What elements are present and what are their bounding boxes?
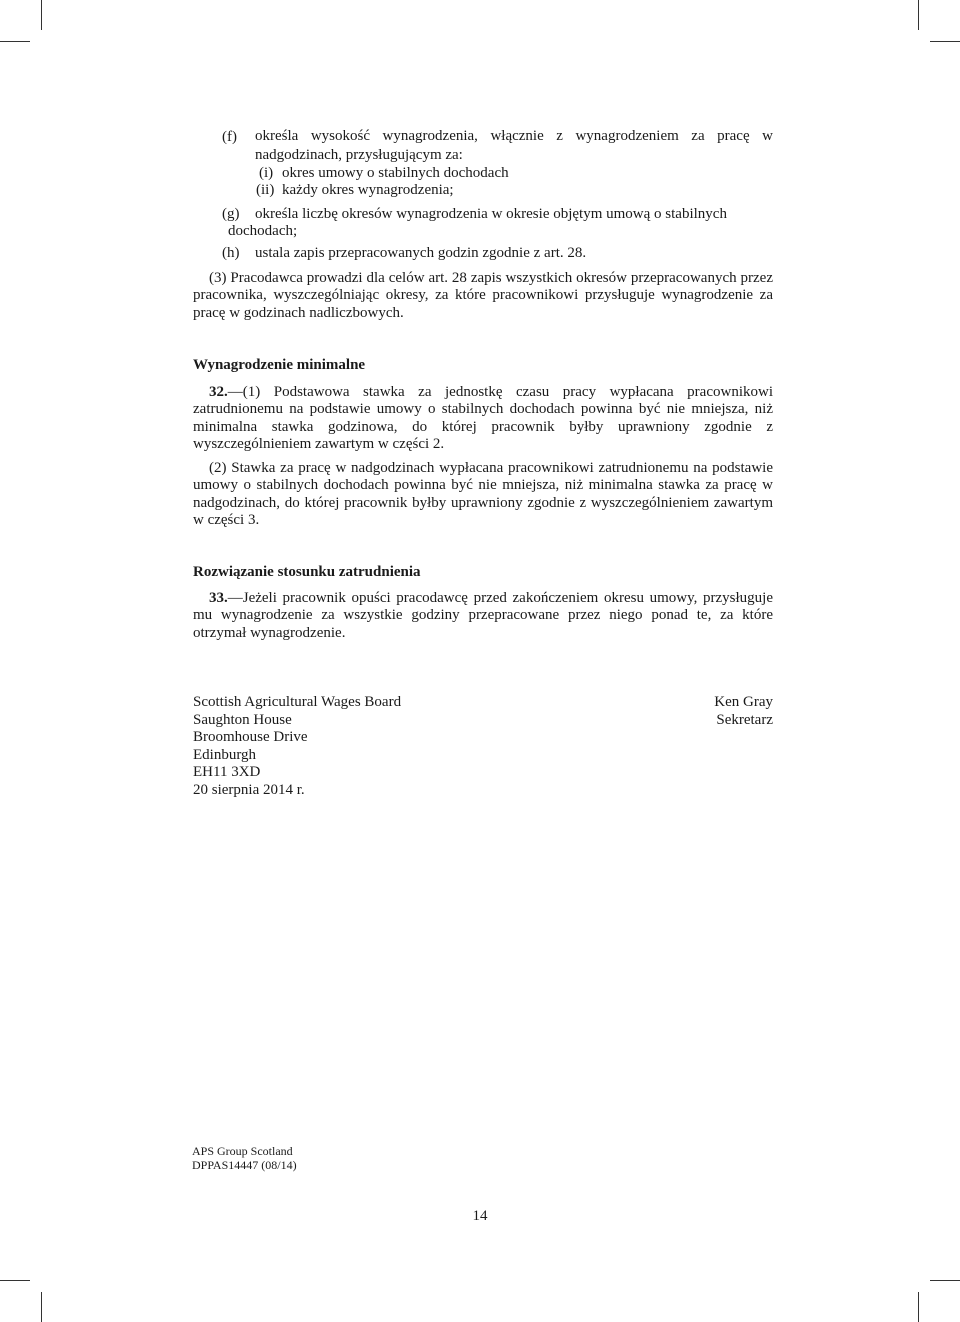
- crop-mark: [930, 41, 960, 42]
- item-f-ii-label: (ii): [256, 182, 275, 198]
- crop-mark: [41, 1292, 42, 1322]
- crop-mark: [930, 1280, 960, 1281]
- publisher-footer: [192, 1145, 297, 1172]
- item-g-label: (g): [222, 206, 240, 222]
- signatory-name: Ken Gray: [714, 694, 773, 710]
- address-line: EH11 3XD: [193, 764, 261, 781]
- address-line: Edinburgh: [193, 746, 257, 763]
- section-33-heading: Rozwiązanie stosunku zatrudnienia: [193, 564, 421, 580]
- crop-mark: [41, 0, 42, 30]
- paragraph-3: (3) Pracodawca prowadzi dla celów art. 28 zapis wszystkich okresów przepracowanych przez pracownika, wyszczególniając okresy, za które pracownikowi przysługuje wynagrodzenie za pracę w godzinach nadliczbowych.: [193, 270, 773, 321]
- address-line: Scottish Agricultural Wages Board: [193, 694, 402, 710]
- signatory-block: [673, 694, 773, 729]
- section-32-heading: Wynagrodzenie minimalne: [193, 357, 366, 373]
- item-h-label: (h): [222, 245, 240, 261]
- crop-mark: [918, 0, 919, 30]
- crop-mark: [918, 1292, 919, 1322]
- item-f-line2: nadgodzinach, przysługującym za:: [255, 147, 463, 163]
- section-32-text-1: —(1) Podstawowa stawka za jednostkę czasu pracy wypłacana pracownikowi zatrudnionemu na podstawie umowy o stabilnych dochodach powinna być nie mniejsza, niż minimalna stawka godzinowa, do której pracownik byłby uprawniony zgodnie z wyszczególnieniem zawartym w części 2.: [193, 384, 773, 453]
- section-33-number: 33.: [209, 590, 228, 606]
- section-33-text: —Jeżeli pracownik opuści pracodawcę przed zakończeniem okresu umowy, przysługuje mu wynagrodzenie za wszystkie godziny przepracowane przez niego ponad te, za które otrzymał wynagrodzenie.: [193, 590, 773, 641]
- publisher-name: APS Group Scotland: [192, 1144, 293, 1158]
- page-number: 14: [472, 1208, 488, 1224]
- publication-code: DPPAS14447 (08/14): [192, 1157, 297, 1172]
- date-line: 20 sierpnia 2014 r.: [193, 781, 305, 798]
- signatory-title: Sekretarz: [716, 711, 773, 728]
- item-f-i-text: okres umowy o stabilnych dochodach: [282, 165, 509, 181]
- section-32-paragraph-1: [193, 384, 773, 454]
- section-32-paragraph-2: (2) Stawka za pracę w nadgodzinach wypłacana pracownikowi zatrudnionemu na podstawie umowy o stabilnych dochodach powinna być nie mniejsza, niż minimalna stawka za pracę w nadgodzinach, do której pracownik byłby uprawniony zgodnie z wyszczególnieniem zawartym w części 3.: [193, 460, 773, 529]
- item-f-line1: określa wysokość wynagrodzenia, włącznie z wynagrodzeniem za pracę w: [255, 128, 773, 144]
- item-g-line2: dochodach;: [228, 223, 298, 239]
- address-line: Saughton House: [193, 711, 292, 728]
- crop-mark: [0, 41, 30, 42]
- address-line: Broomhouse Drive: [193, 729, 308, 746]
- item-h-text: ustala zapis przepracowanych godzin zgodnie z art. 28.: [255, 245, 587, 261]
- section-33-paragraph: [193, 590, 773, 642]
- crop-mark: [0, 1280, 30, 1281]
- item-g-line1: określa liczbę okresów wynagrodzenia w okresie objętym umową o stabilnych: [255, 206, 727, 222]
- item-f-ii-text: każdy okres wynagrodzenia;: [282, 182, 454, 198]
- address-block: [193, 694, 401, 800]
- section-32-number: 32.: [209, 384, 228, 400]
- item-f-i-label: (i): [259, 165, 274, 181]
- item-f-label: (f): [222, 129, 237, 145]
